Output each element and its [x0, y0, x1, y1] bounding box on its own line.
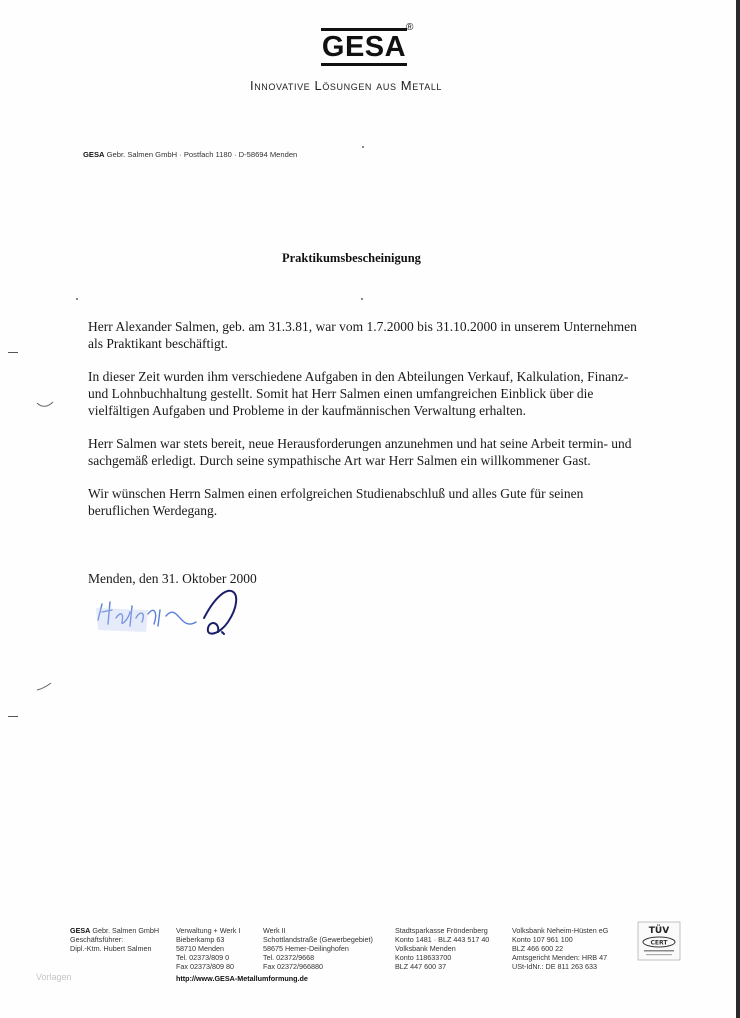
- footer-line: Dipl.-Ktm. Hubert Salmen: [70, 944, 152, 953]
- fold-dot: [76, 298, 78, 300]
- website-brand: GESA: [214, 974, 235, 983]
- margin-tick-icon: [36, 400, 54, 408]
- tuv-certification-seal: [636, 920, 682, 962]
- footer-company: GESA: [70, 926, 91, 935]
- punch-mark: [8, 352, 18, 353]
- footer-line: Tel. 02372/9668: [263, 953, 315, 962]
- letter-body: [88, 318, 648, 535]
- footer-line: Verwaltung + Werk I: [176, 926, 241, 935]
- footer-line: Bieberkamp 63: [176, 935, 225, 944]
- tuv-sub-text: CERT: [650, 939, 668, 947]
- footer-bank2-column: [512, 926, 608, 971]
- fold-dot: [361, 298, 363, 300]
- company-logo: GESA: [321, 28, 407, 66]
- letter-paragraph: In dieser Zeit wurden ihm verschiedene Aufgaben in den Abteilungen Verkauf, Kalkulation, Finanz- und Lohnbuchhaltung gestellt. Somit hat Herr Salmen einen umfangreichen Einblick über die vielfältigen Aufgaben und Probleme in der kaufmännischen Verwaltung erhalten.: [88, 369, 629, 418]
- letter-title: Praktikumsbescheinigung: [282, 251, 421, 265]
- footer-line: BLZ 466 600 22: [512, 944, 564, 953]
- footer-line: USt-IdNr.: DE 811 263 633: [512, 962, 597, 971]
- footer-line: Fax 02372/966880: [263, 962, 323, 971]
- footer-line: BLZ 447 600 37: [395, 962, 447, 971]
- letter-paragraph: Herr Salmen war stets bereit, neue Herausforderungen anzunehmen und hat seine Arbeit termin- und sachgemäß erledigt. Durch seine sympathische Art war Herr Salmen ein willkommener Gast.: [88, 436, 632, 468]
- sender-address: Gebr. Salmen GmbH · Postfach 1180 · D-58694 Menden: [104, 150, 298, 159]
- footer-line: Konto 118633700: [395, 953, 452, 962]
- footer-line: Konto 107 961 100: [512, 935, 573, 944]
- footer-line: Fax 02373/809 80: [176, 962, 234, 971]
- sender-address-line: [83, 150, 297, 159]
- tuv-badge-text: TÜV: [648, 926, 670, 936]
- footer-line: Volksbank Menden: [395, 944, 456, 953]
- footer-plant2-column: [263, 926, 373, 971]
- registered-mark: ®: [406, 22, 414, 33]
- letter-paragraph: Herr Alexander Salmen, geb. am 31.3.81, war vom 1.7.2000 bis 31.10.2000 in unserem Unternehmen als Praktikant beschäftigt.: [88, 319, 637, 351]
- punch-mark: [8, 716, 18, 717]
- footer-line: 58710 Menden: [176, 944, 224, 953]
- fold-dot: [362, 146, 364, 148]
- footer-line: Konto 1481 · BLZ 443 517 40: [395, 935, 490, 944]
- website-prefix: http://www.: [176, 974, 215, 983]
- footer-line: Gebr. Salmen GmbH: [90, 926, 160, 935]
- footer-line: 58675 Hemer-Deilinghofen: [263, 944, 349, 953]
- footer-line: Schottlandstraße (Gewerbegebiet): [263, 935, 373, 944]
- letter-paragraph: Wir wünschen Herrn Salmen einen erfolgreichen Studienabschluß und alles Gute für seinen beruflichen Werdegang.: [88, 486, 584, 518]
- signature-image: [88, 582, 248, 642]
- footer-company-column: [70, 926, 159, 953]
- footer-bank1-column: [395, 926, 489, 971]
- website-suffix: -Metallumformung.de: [234, 974, 308, 983]
- footer-line: Tel. 02373/809 0: [176, 953, 230, 962]
- sender-company: GESA: [83, 150, 105, 159]
- margin-tick-icon: [36, 682, 52, 692]
- footer-line: Amtsgericht Menden: HRB 47: [512, 953, 608, 962]
- footer-line: Volksbank Neheim-Hüsten eG: [512, 926, 609, 935]
- footer-line: Stadtsparkasse Fröndenberg: [395, 926, 488, 935]
- footer-plant1-column: [176, 926, 240, 971]
- footer-line: Werk II: [263, 926, 286, 935]
- watermark-text: Vorlagen: [36, 972, 72, 982]
- footer-line: Geschäftsführer:: [70, 935, 124, 944]
- footer-website: [176, 974, 308, 983]
- place-and-date: Menden, den 31. Oktober 2000: [88, 571, 257, 586]
- company-tagline: Innovative Lösungen aus Metall: [250, 78, 443, 93]
